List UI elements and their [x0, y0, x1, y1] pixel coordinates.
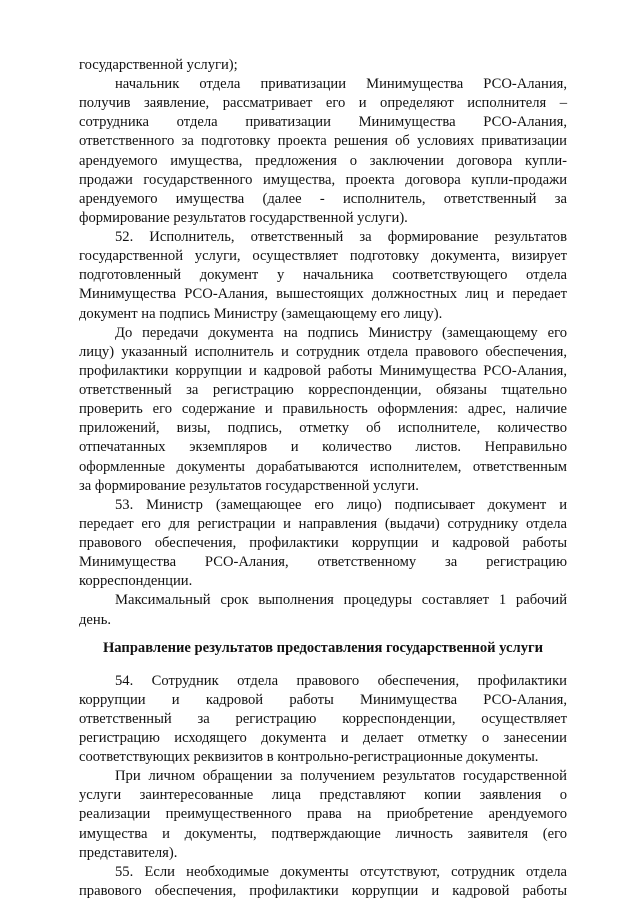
text-line: соответствующих реквизитов в контрольно-регистрационные документы.	[79, 749, 539, 765]
text-line: подготовленный документ у начальника соответствующего отдела	[79, 267, 567, 284]
text-line: Минимущества РСО-Алания, ответственному за регистрацию	[79, 554, 567, 571]
text-line: корреспонденции.	[79, 573, 193, 590]
text-line: получив заявление, рассматривает его и определяют исполнителя –	[79, 95, 567, 112]
text-line: представителя).	[79, 844, 178, 861]
text-line: передает его для регистрации и направления (выдачи) сотруднику отдела	[79, 515, 567, 532]
text-line: государственной услуги);	[79, 56, 238, 73]
text-line: регистрацию исходящего документа и делает отметку о занесении	[79, 729, 567, 746]
text-line: приложений, визы, подпись, отметку об исполнителе, количество	[79, 420, 567, 437]
section-heading: Направление результатов предоставления государственной услуги	[102, 640, 544, 657]
text-line: за формирование результатов государственной услуги.	[79, 477, 419, 494]
text-line: имущества и документы, подтверждающие личность заявителя (его	[79, 825, 567, 842]
text-line: Минимущества РСО-Алания, вышестоящих должностных лиц и передает	[79, 286, 567, 303]
text-line: продажи государственного имущества, проекта договора купли-продажи	[79, 171, 567, 188]
text-line: При личном обращении за получением результатов государственной	[115, 768, 567, 785]
text-line: оформленные документы дорабатываются исполнителем, ответственным	[79, 458, 567, 475]
text-line: документ на подпись Министру (замещающему его лицу).	[79, 305, 443, 322]
text-line: коррупции и кадровой работы Минимущества РСО-Алания,	[79, 691, 567, 708]
text-line: правового обеспечения, профилактики коррупции и кадровой работы	[79, 882, 567, 899]
text-line: услуги заинтересованные лица представляют копии заявления о	[79, 787, 567, 804]
paragraph-53-line: 53. Министр (замещающее его лицо) подписывает документ и	[115, 496, 567, 513]
text-line: реализации преимущественного права на приобретение арендуемого	[79, 806, 567, 823]
text-line: арендуемого имущества, предложения о заключении договора купли-	[79, 152, 567, 169]
text-line: государственной услуги, осуществляет подготовку документа, визирует	[79, 248, 567, 265]
text-line: правового обеспечения, профилактики коррупции и кадровой работы	[79, 535, 567, 552]
text-line: арендуемого имущества (далее - исполнитель, ответственный за	[79, 190, 567, 207]
text-line: день.	[79, 611, 112, 628]
text-line: Максимальный срок выполнения процедуры составляет 1 рабочий	[115, 592, 567, 609]
text-line: До передачи документа на подпись Министру (замещающему его	[115, 324, 567, 341]
text-line: ответственный за регистрацию корреспонденции, обязаны тщательно	[79, 382, 567, 399]
paragraph-52-line: 52. Исполнитель, ответственный за формирование результатов	[115, 229, 567, 246]
text-line: начальник отдела приватизации Минимущества РСО-Алания,	[115, 76, 567, 93]
text-line: ответственного за подготовку проекта решения об условиях приватизации	[79, 133, 567, 150]
text-line: ответственный за регистрацию корреспонденции, осуществляет	[79, 710, 567, 727]
text-line: сотрудника отдела приватизации Минимущества РСО-Алания,	[79, 114, 567, 131]
text-line: проверить его содержание и правильность оформления: адрес, наличие	[79, 401, 567, 418]
text-line: профилактики коррупции и кадровой работы Минимущества РСО-Алания,	[79, 362, 567, 379]
text-line: отпечатанных экземпляров и количество листов. Неправильно	[79, 439, 567, 456]
paragraph-54-line: 54. Сотрудник отдела правового обеспечения, профилактики	[115, 672, 567, 689]
text-line: лицу) указанный исполнитель и сотрудник отдела правового обеспечения,	[79, 343, 567, 360]
paragraph-55-line: 55. Если необходимые документы отсутствуют, сотрудник отдела	[115, 863, 567, 880]
text-line: формирование результатов государственной услуги).	[79, 209, 408, 226]
